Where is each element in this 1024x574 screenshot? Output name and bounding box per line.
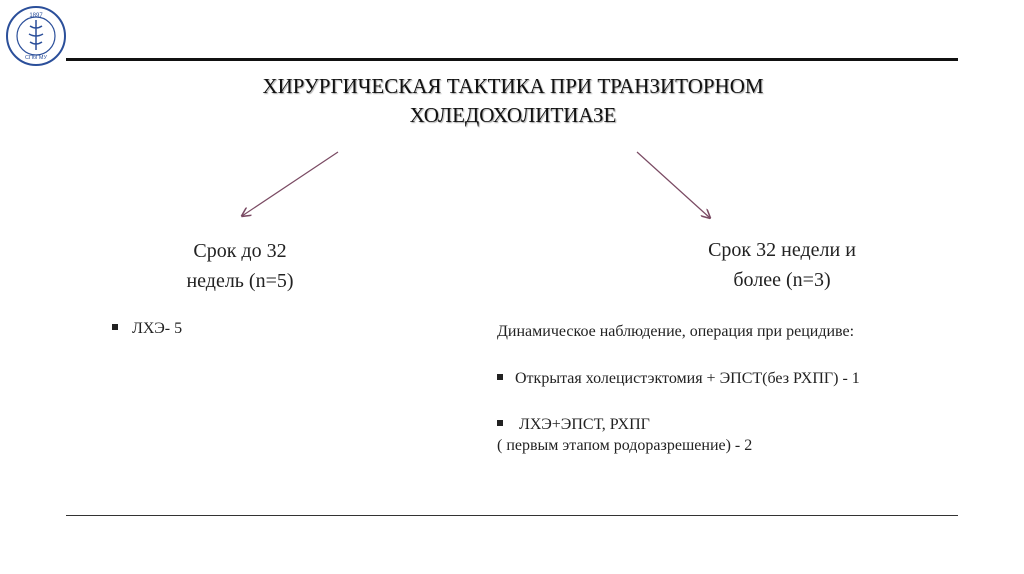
bottom-rule (66, 515, 958, 516)
right-branch-line-2: более (n=3) (733, 269, 831, 291)
left-branch-line-1: Срок до 32 (193, 240, 287, 262)
arrow-left (242, 152, 338, 216)
right-list-item-2 (497, 416, 860, 434)
left-branch-heading (150, 236, 330, 296)
logo-year: 1897 (29, 13, 43, 19)
title-line-1: ХИРУРГИЧЕСКАЯ ТАКТИКА ПРИ ТРАНЗИТОРНОМ (262, 74, 764, 98)
right-item-2-text: ЛХЭ+ЭПСТ, РХПГ (519, 416, 650, 433)
right-branch-heading (662, 235, 902, 295)
square-bullet-icon (112, 324, 118, 330)
left-branch-line-2: недель (n=5) (186, 270, 294, 292)
right-intro: Динамическое наблюдение, операция при рецидиве: (497, 323, 855, 340)
logo-abbr: СПбГМУ (24, 55, 48, 61)
title-line-2: ХОЛЕДОХОЛИТИАЗЕ (409, 103, 617, 127)
right-list-item-1 (497, 370, 860, 388)
square-bullet-icon (497, 374, 503, 380)
left-list-item (112, 320, 182, 338)
right-branch-line-1: Срок 32 недели и (708, 239, 856, 261)
square-bullet-icon (497, 420, 503, 426)
right-item-2-note: ( первым этапом родоразрешение) - 2 (497, 437, 753, 454)
right-branch-content (497, 323, 860, 455)
arrow-right (637, 152, 710, 218)
right-item-1-text: Открытая холецистэктомия + ЭПСТ(без РХПГ) - 1 (515, 370, 860, 387)
left-item-text: ЛХЭ- 5 (132, 320, 183, 337)
